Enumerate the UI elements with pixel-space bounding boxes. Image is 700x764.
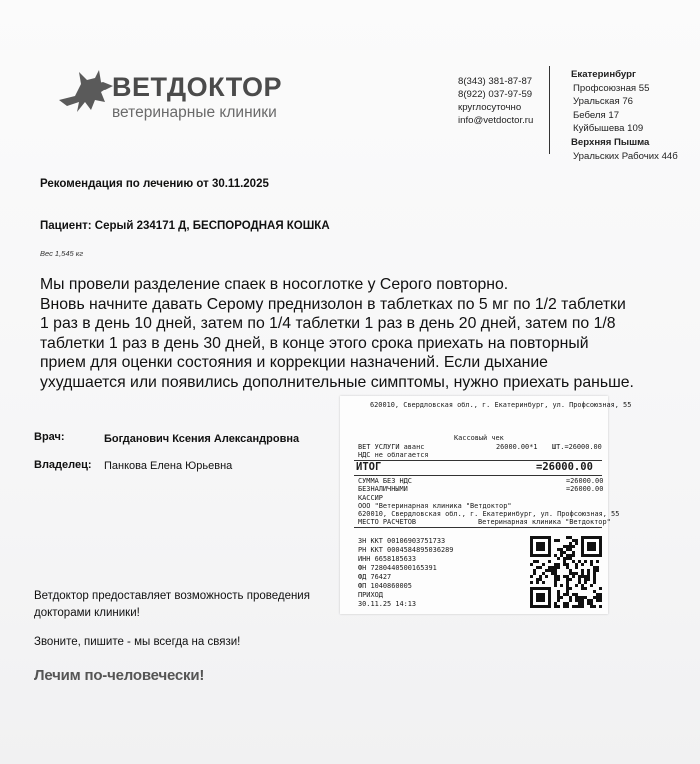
recommendation-text [40,275,690,392]
receipt-fiscal-line: ФН 7280440500165391 [358,564,437,572]
cash-receipt [340,396,632,614]
receipt-fiscal-line: ЗН ККТ 00106903751733 [358,537,446,545]
receipt-cashless-value: =26000.00 [566,485,604,493]
receipt-fiscal-line: РН ККТ 0004584895036289 [358,546,454,554]
cat-logo-icon [55,66,115,118]
address-line: Уральских Рабочих 44б [573,150,678,162]
footer-text [34,588,344,622]
text-line: Мы провели разделение спаек в носоглотке у Серого повторно. [40,276,509,293]
receipt-fiscal-line: ПРИХОД [358,591,383,599]
brand-subtitle: ветеринарные клиники [112,104,277,121]
receipt-org-address: 620010, Свердловская обл., г. Екатеринбург, ул. Профсоюзная, 55 [358,510,620,518]
slogan: Лечим по-человечески! [34,667,205,684]
contacts-block [458,75,533,127]
receipt-item-name: ВЕТ УСЛУГИ аванс [358,443,425,451]
city-ekaterinburg: Екатеринбург [571,69,636,80]
doctor-label: Врач: [34,431,65,443]
receipt-fiscal-line: 30.11.25 14:13 [358,600,417,608]
receipt-total-label: ИТОГ [356,461,382,473]
receipt-no-vat-value: =26000.00 [566,477,604,485]
receipt-address: 620010, Свердловская обл., г. Екатеринбург, ул. Профсоюзная, 55 [370,401,632,409]
text-line: прием для оценки состояния и коррекции назначений. Если дыхание [40,354,548,371]
receipt-cashless-label: БЕЗНАЛИЧНЫМИ [358,485,408,493]
receipt-divider [354,475,602,476]
patient-line: Пациент: Серый 234171 Д, БЕСПОРОДНАЯ КОШКА [40,220,330,232]
weight-line: Вес 1,545 кг [40,249,84,258]
owner-name: Панкова Елена Юрьевна [104,460,233,472]
qr-code-icon [530,536,602,608]
hours-text: круглосуточно [458,102,522,113]
document-title: Рекомендация по лечению от 30.11.2025 [40,178,269,190]
text-line: таблетки 1 раз в день 30 дней, в конце этого срока приехать на повторный [40,334,589,352]
receipt-fiscal-line: ФД 76427 [358,573,392,581]
email-link[interactable]: info@vetdoctor.ru [458,115,534,126]
receipt-cashier: КАССИР [358,494,383,502]
header-divider [549,66,550,154]
receipt-total-value: =26000.00 [536,461,593,473]
receipt-org: ООО "Ветеринарная клиника "Ветдоктор" [358,502,512,510]
receipt-place-value: Ветеринарная клиника "Ветдоктор" [478,518,611,526]
city-verkhnyaya-pyshma: Верхняя Пышма [571,136,650,148]
receipt-item-qty: 26000.00*1 [496,443,538,451]
address-block [573,68,678,163]
receipt-item-sum: ШТ.=26000.00 [552,443,602,451]
phone-1[interactable]: 8(343) 381-87-87 [458,76,533,87]
text-line: ухудшается или появились дополнительные симптомы, нужно приехать раньше. [40,373,634,391]
receipt-no-vat-label: СУММА БЕЗ НДС [358,477,412,485]
receipt-divider [354,527,602,528]
owner-label: Владелец: [34,459,92,471]
footer-line: докторами клиники! [34,607,140,619]
phone-2[interactable]: 8(922) 037-97-59 [458,89,533,100]
text-line: Вновь начните давать Серому преднизолон в таблетках по 5 мг по 1/2 таблетки [40,295,626,313]
footer-call: Звоните, пишите - мы всегда на связи! [34,636,241,648]
receipt-doc-type: Кассовый чек [454,434,504,442]
address-line: Бебеля 17 [573,109,620,121]
receipt-fiscal-line: ФП 1040860005 [358,582,412,590]
address-line: Уральская 76 [573,96,634,108]
doctor-name: Богданович Ксения Александровна [104,433,300,445]
receipt-fiscal-line: ИНН 6658185633 [358,555,417,563]
footer-line: Ветдоктор предоставляет возможность проведения [34,590,310,602]
receipt-place-label: МЕСТО РАСЧЕТОВ [358,518,417,526]
text-line: 1 раз в день 10 дней, затем по 1/4 таблетки 1 раз в день 20 дней, затем по 1/8 [40,315,616,332]
address-line: Профсоюзная 55 [573,82,650,94]
address-line: Куйбышева 109 [573,123,644,135]
brand-name: ВЕТДОКТОР [112,72,283,102]
receipt-vat-note: НДС не облагается [358,451,429,459]
